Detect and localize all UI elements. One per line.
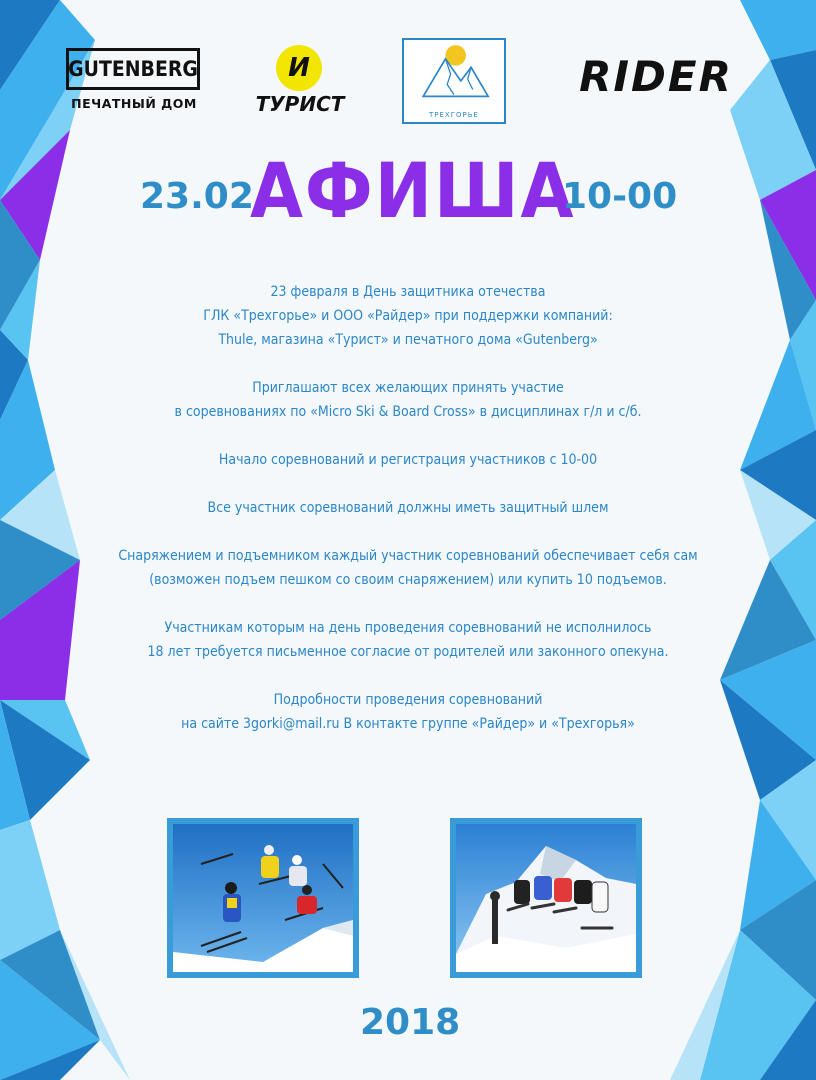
gutenberg-logo-name: GUTENBERG: [68, 57, 198, 81]
paragraph-details: [108, 688, 708, 736]
ski-cross-photo: [167, 818, 359, 978]
text-line: (возможен подъем пешком со своим снаряжением) или купить 10 подъемов.: [149, 572, 667, 588]
mountain-icon: [404, 40, 504, 110]
text-line: Все участник соревнований должны иметь защитный шлем: [207, 500, 609, 516]
text-line: Thule, магазина «Турист» и печатного дома «Gutenberg»: [218, 332, 598, 348]
turist-logo-mark: [276, 45, 322, 91]
paragraph-start-time: [108, 448, 708, 472]
paragraph-age-consent: [108, 616, 708, 664]
text-line: Снаряжением и подъемником каждый участник соревнований обеспечивает себя сам: [118, 548, 698, 564]
snowboard-cross-photo: [450, 818, 642, 978]
event-date: 23.02.: [140, 176, 268, 217]
announcement-body: [108, 280, 708, 760]
text-line: ГЛК «Трехгорье» и ООО «Райдер» при поддержки компаний:: [203, 308, 613, 324]
text-line: на сайте 3gorki@mail.ru В контакте группе «Райдер» и «Трехгорья»: [181, 716, 635, 732]
gutenberg-logo-subtitle: ПЕЧАТНЫЙ ДОМ: [71, 96, 197, 111]
text-line: Начало соревнований и регистрация участников с 10-00: [218, 452, 598, 468]
turist-logo-name: ТУРИСТ: [255, 92, 345, 116]
snowboard-cross-image: [456, 824, 636, 972]
gutenberg-logo: [66, 48, 200, 90]
trekhgorye-logo: [402, 38, 506, 124]
text-line: Приглашают всех желающих принять участие: [252, 380, 564, 396]
page-title: АФИША: [250, 146, 576, 235]
ski-cross-image: [173, 824, 353, 972]
text-line: 23 февраля в День защитника отечества: [270, 284, 546, 300]
paragraph-invitation: [108, 376, 708, 424]
text-line: Участникам которым на день проведения соревнований не исполнилось: [164, 620, 652, 636]
trekhgorye-logo-name: ТРЕХГОРЬЕ: [429, 111, 479, 119]
text-line: 18 лет требуется письменное согласие от родителей или законного опекуна.: [147, 644, 669, 660]
paragraph-helmet: [108, 496, 708, 520]
paragraph-equipment: [108, 544, 708, 592]
rider-logo: RIDER: [579, 52, 733, 101]
paragraph-organizers: [108, 280, 708, 352]
event-time: 10-00: [562, 176, 678, 217]
turist-logo-letter: И: [288, 53, 310, 83]
event-year: 2018: [360, 1002, 461, 1043]
text-line: в соревнованиях по «Micro Ski & Board Cross» в дисциплинах г/л и с/б.: [174, 404, 642, 420]
text-line: Подробности проведения соревнований: [273, 692, 543, 708]
